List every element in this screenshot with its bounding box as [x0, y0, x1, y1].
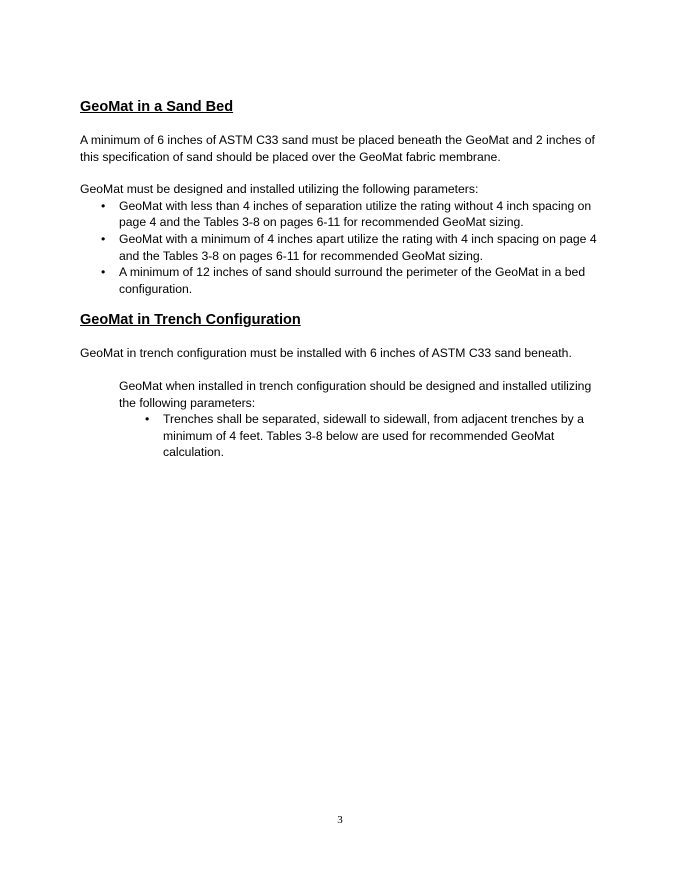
list-item-text: GeoMat with a minimum of 4 inches apart utilize the rating with 4 inch spacing on page 4 and the Tables 3-8 on pages 6-11 for recommended GeoMat sizing.	[119, 231, 597, 263]
bullet-icon: •	[101, 231, 106, 246]
page-content	[80, 98, 610, 461]
bullet-icon: •	[145, 412, 150, 427]
section-heading-trench: GeoMat in Trench Configuration	[80, 312, 301, 329]
bullet-icon: •	[101, 265, 106, 280]
list-item-text: Trenches shall be separated, sidewall to sidewall, from adjacent trenches by a minimum of 4 feet. Tables 3-8 below are used for recommended GeoMat calculation.	[163, 412, 584, 460]
list-item-text: GeoMat with less than 4 inches of separation utilize the rating without 4 inch spacing on page 4 and the Tables 3-8 on pages 6-11 for recommended GeoMat sizing.	[119, 198, 592, 230]
trench-parameters-intro: GeoMat when installed in trench configuration should be designed and installed utilizing the following parameters:	[119, 378, 592, 410]
list-item	[80, 231, 610, 264]
trench-indented-block	[80, 378, 610, 461]
trench-parameters-list	[119, 411, 610, 461]
page-number: 3	[337, 814, 343, 826]
bullet-icon: •	[101, 198, 106, 213]
list-item-text: A minimum of 12 inches of sand should surround the perimeter of the GeoMat in a bed configuration.	[119, 265, 586, 296]
list-item	[119, 411, 610, 461]
sand-bed-parameters-intro: GeoMat must be designed and installed utilizing the following parameters:	[80, 182, 479, 197]
list-item	[80, 198, 610, 231]
sand-bed-paragraph: A minimum of 6 inches of ASTM C33 sand must be placed beneath the GeoMat and 2 inches of this specification of sand should be placed over the GeoMat fabric membrane.	[80, 133, 595, 164]
list-item	[80, 264, 610, 297]
section-heading-sand-bed: GeoMat in a Sand Bed	[80, 99, 234, 115]
sand-bed-parameters-list	[80, 198, 610, 298]
trench-paragraph: GeoMat in trench configuration must be installed with 6 inches of ASTM C33 sand beneath.	[80, 346, 572, 361]
